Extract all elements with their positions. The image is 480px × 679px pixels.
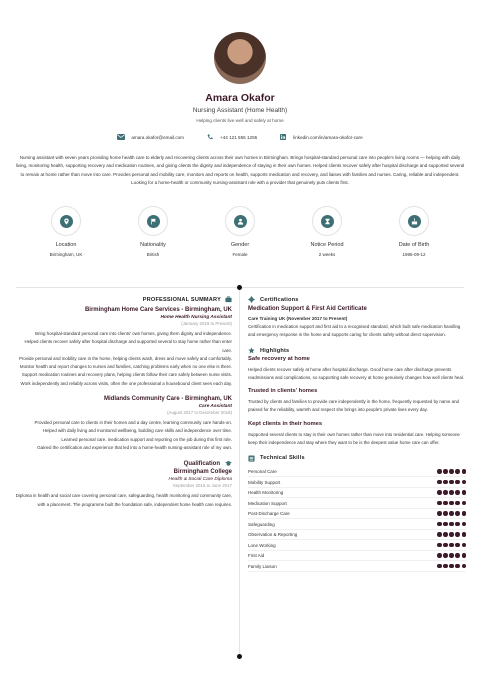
flag-icon	[150, 218, 157, 225]
rating-dot	[455, 469, 460, 474]
cake-icon	[411, 218, 418, 225]
job-company: Birmingham Home Care Services - Birmingham, UK	[84, 307, 232, 313]
rating-dot	[443, 543, 448, 548]
education-dates: September 2016 to June 2017	[172, 483, 232, 489]
rating-dot	[455, 532, 460, 537]
skill-row	[248, 488, 466, 499]
skills-list	[248, 467, 466, 572]
skill-rating	[437, 480, 466, 485]
skill-rating	[437, 553, 466, 558]
skill-name: Lone Working	[248, 542, 276, 548]
skill-name: Personal Care	[248, 469, 277, 474]
job-bullet: Helped clients recover safely after hospital discharge and supported several to stay home rather than enter care.	[24, 339, 232, 353]
highlight-title: Safe recovery at home	[248, 356, 310, 363]
list-icon	[248, 455, 255, 462]
rating-dot	[449, 553, 454, 558]
skill-name: Medication Support	[248, 500, 287, 506]
profile-summary: Nursing assistant with seven years providing home health care to elderly and recovering clients across their own homes in Birmingham. Brings hospital-standard personal care into people's living rooms — helping with daily living, monitoring health, supporting recovery and medication routines, and giving clients the dignity and independence of staying in their own homes. Helped clients recover safely after hospital discharge and supported several to remain at home rather than move into care. Provides personal and mobility care, monitors and reports on health, supports medication and recovery, and liaises with families and nurses. Caring, reliable and independent. Looking for a home-health or community nursing-assistant role with a provider that genuinely puts clients first.	[15, 155, 465, 185]
info-value: Birmingham, UK	[49, 252, 83, 257]
rating-dot	[437, 501, 442, 506]
rating-dot	[449, 564, 454, 569]
info-label: Location	[55, 242, 77, 248]
skill-name: Observation & Reporting	[248, 532, 298, 537]
skill-row	[248, 530, 466, 541]
email-icon	[117, 134, 125, 140]
highlights-heading	[248, 347, 466, 354]
job-entry	[14, 396, 232, 452]
info-label: Nationality	[140, 242, 166, 248]
rating-dot	[455, 511, 460, 516]
rating-dot	[437, 469, 442, 474]
job-bullet: Bring hospital-standard personal care into clients' own homes, giving them dignity and independence.	[35, 331, 232, 336]
info-gender	[200, 206, 280, 257]
rating-dot	[437, 490, 442, 495]
rating-dot	[443, 480, 448, 485]
skill-row	[248, 498, 466, 509]
education-description: Diploma in health and social care covering personal care, safeguarding, health monitoring and community care, with a placement. The programme built the foundation safe, independent home health care requires.	[15, 493, 232, 507]
rating-dot	[462, 553, 467, 558]
rating-dot	[443, 469, 448, 474]
highlight-item	[248, 356, 466, 382]
experience-heading	[14, 296, 232, 303]
left-column	[14, 296, 232, 509]
skill-rating	[437, 511, 466, 516]
location-pin-icon	[63, 218, 70, 225]
highlight-text: Helped clients recover safely at home after hospital discharge. Good home care after discharge prevents readmissions and complications, so supporting safe recovery at home genuinely changes how well clients heal.	[248, 367, 464, 381]
rating-dot	[437, 480, 442, 485]
info-location	[26, 206, 106, 257]
rating-dot	[455, 543, 460, 548]
phone-text: +44 121 555 1255	[220, 134, 258, 140]
skill-row	[248, 561, 466, 572]
info-value: 2 weeks	[318, 252, 336, 257]
rating-dot	[443, 522, 448, 527]
candidate-name: Amara Okafor	[205, 92, 275, 104]
info-value: British	[146, 252, 160, 257]
linkedin-contact[interactable]	[279, 134, 362, 140]
skill-row	[248, 540, 466, 551]
rating-dot	[455, 501, 460, 506]
info-date-of-birth	[374, 206, 454, 257]
job-dates: (August 2017 to December 2018)	[167, 410, 232, 416]
job-entry	[14, 307, 232, 388]
linkedin-icon	[279, 134, 287, 140]
highlight-item	[248, 421, 466, 447]
education-title: Qualification	[183, 460, 220, 467]
star-icon	[248, 347, 255, 354]
job-bullet: Helped with daily living and monitored wellbeing, building care skills and independence over time.	[42, 428, 232, 434]
candidate-role: Nursing Assistant (Home Health)	[192, 107, 288, 114]
rating-dot	[449, 480, 454, 485]
rating-dot	[462, 564, 467, 569]
rating-dot	[437, 522, 442, 527]
hourglass-icon	[324, 218, 331, 225]
job-bullets	[14, 419, 232, 452]
info-label: Date of Birth	[398, 242, 430, 248]
rating-dot	[462, 480, 467, 485]
rating-dot	[449, 522, 454, 527]
skill-name: First Aid	[248, 553, 265, 558]
job-bullet: Provided personal care to clients in their homes and a day centre, learning community care hands-on.	[34, 420, 232, 426]
rating-dot	[455, 564, 460, 569]
info-nationality	[113, 206, 193, 257]
rating-dot	[449, 511, 454, 516]
rating-dot	[437, 564, 442, 569]
rating-dot	[462, 543, 467, 548]
skill-name: Post-Discharge Care	[248, 511, 290, 516]
rating-dot	[449, 543, 454, 548]
skill-row	[248, 509, 466, 520]
email-contact[interactable]	[117, 134, 184, 140]
contact-row	[0, 134, 480, 140]
job-dates: (January 2019 to Present)	[181, 321, 232, 326]
rating-dot	[462, 532, 467, 537]
certification-issuer: Care Training UK (November 2017 to Present)	[248, 316, 348, 321]
skill-name: Mobility Support	[248, 479, 281, 485]
education-entry	[14, 469, 232, 509]
certifications-title: Certifications	[260, 296, 299, 303]
rating-dot	[462, 522, 467, 527]
graduation-cap-icon	[225, 460, 232, 467]
phone-icon	[206, 134, 214, 140]
highlight-title: Trusted in clients' homes	[248, 388, 318, 395]
job-bullet: Gained the certification and experience that led into a home-health nursing-assistant role of my own.	[37, 444, 232, 450]
briefcase-icon	[225, 296, 232, 303]
rating-dot	[437, 511, 442, 516]
skill-rating	[437, 490, 466, 495]
highlight-text: Supported several clients to stay in their own homes rather than move into residential care. Helping someone keep their independence and stay where they want to be is the deepest value home care can offer.	[248, 431, 460, 445]
right-column	[248, 296, 466, 572]
rating-dot	[443, 490, 448, 495]
highlights-title: Highlights	[260, 347, 290, 354]
rating-dot	[449, 501, 454, 506]
skill-rating	[437, 543, 466, 548]
rating-dot	[437, 532, 442, 537]
highlight-title: Kept clients in their homes	[248, 420, 323, 427]
job-bullet: Monitor health and report changes to nurses and families, catching problems early when no one else is there.	[19, 364, 232, 370]
info-value: Female	[232, 252, 248, 257]
skills-title: Technical Skills	[260, 455, 305, 462]
rating-dot	[443, 564, 448, 569]
info-label: Notice Period	[310, 242, 344, 248]
skill-row	[248, 467, 466, 478]
skill-row	[248, 551, 466, 562]
skill-rating	[437, 469, 466, 474]
rating-dot	[437, 543, 442, 548]
rating-dot	[449, 469, 454, 474]
person-icon	[237, 218, 244, 225]
linkedin-text: linkedin.com/in/amara-okafor-care	[293, 134, 363, 140]
rating-dot	[443, 532, 448, 537]
skill-name: Health Monitoring	[248, 490, 284, 495]
job-bullets	[14, 330, 232, 388]
rating-dot	[462, 501, 467, 506]
rating-dot	[449, 490, 454, 495]
rating-dot	[437, 553, 442, 558]
rating-dot	[462, 511, 467, 516]
info-notice-period	[287, 206, 367, 257]
skill-rating	[437, 522, 466, 527]
candidate-tagline: Helping clients live well and safely at home	[196, 118, 284, 123]
rating-dot	[443, 501, 448, 506]
gear-icon	[248, 296, 255, 303]
skill-rating	[437, 501, 466, 506]
rating-dot	[455, 553, 460, 558]
rating-dot	[455, 522, 460, 527]
rating-dot	[443, 511, 448, 516]
rating-dot	[443, 553, 448, 558]
education-course: Health & Social Care Diploma	[168, 477, 232, 483]
job-title: Care Assistant	[198, 404, 232, 410]
personal-info-row	[14, 206, 466, 257]
certification-description: Certification in medication support and first aid to a recognised standard, which built safe medication handling and emergency response in the home and supports caring for clients safely without direct supervision.	[248, 324, 461, 338]
highlight-text: Trusted by clients and families to provide care independently in the home, frequently requested by name and praised for the reliability, warmth and respect she brings into people's private lives every day.	[248, 399, 459, 413]
email-text: amara.okafor@email.com	[131, 134, 185, 140]
rating-dot	[455, 490, 460, 495]
timeline-dot-bottom	[237, 654, 242, 659]
job-bullet: Support medication routines and recovery plans, helping clients follow their care safely between nurse visits.	[21, 372, 232, 378]
education-college: Birmingham College	[173, 469, 232, 476]
certifications-heading	[248, 296, 466, 303]
rating-dot	[449, 532, 454, 537]
skill-row	[248, 519, 466, 530]
phone-contact[interactable]	[206, 134, 257, 140]
info-label: Gender	[230, 242, 250, 248]
column-divider	[239, 290, 240, 656]
skill-name: Family Liaison	[248, 563, 277, 569]
avatar	[214, 32, 266, 84]
skill-rating	[437, 564, 466, 569]
highlight-item	[248, 388, 466, 414]
skill-name: Safeguarding	[248, 521, 275, 527]
job-bullet: Provide personal and mobility care in the home, helping clients wash, dress and move safely and comfortably.	[19, 355, 232, 361]
experience-title: PROFESSIONAL SUMMARY	[142, 296, 221, 303]
info-value: 1995-09-12	[402, 252, 426, 257]
rating-dot	[455, 480, 460, 485]
rating-dot	[462, 469, 467, 474]
education-heading	[14, 460, 232, 467]
job-company: Midlands Community Care - Birmingham, UK	[103, 396, 232, 403]
job-bullet: Work independently and reliably across visits, often the one professional a housebound client sees each day.	[20, 380, 232, 386]
skill-row	[248, 477, 466, 488]
certification-name: Medication Support & First Aid Certificate	[248, 306, 367, 312]
rating-dot	[462, 490, 467, 495]
job-title: Home Health Nursing Assistant	[160, 315, 232, 320]
skill-rating	[437, 532, 466, 537]
job-bullet: Learned personal care, medication support and reporting on the job during this first role.	[61, 436, 232, 442]
skills-heading	[248, 455, 466, 462]
